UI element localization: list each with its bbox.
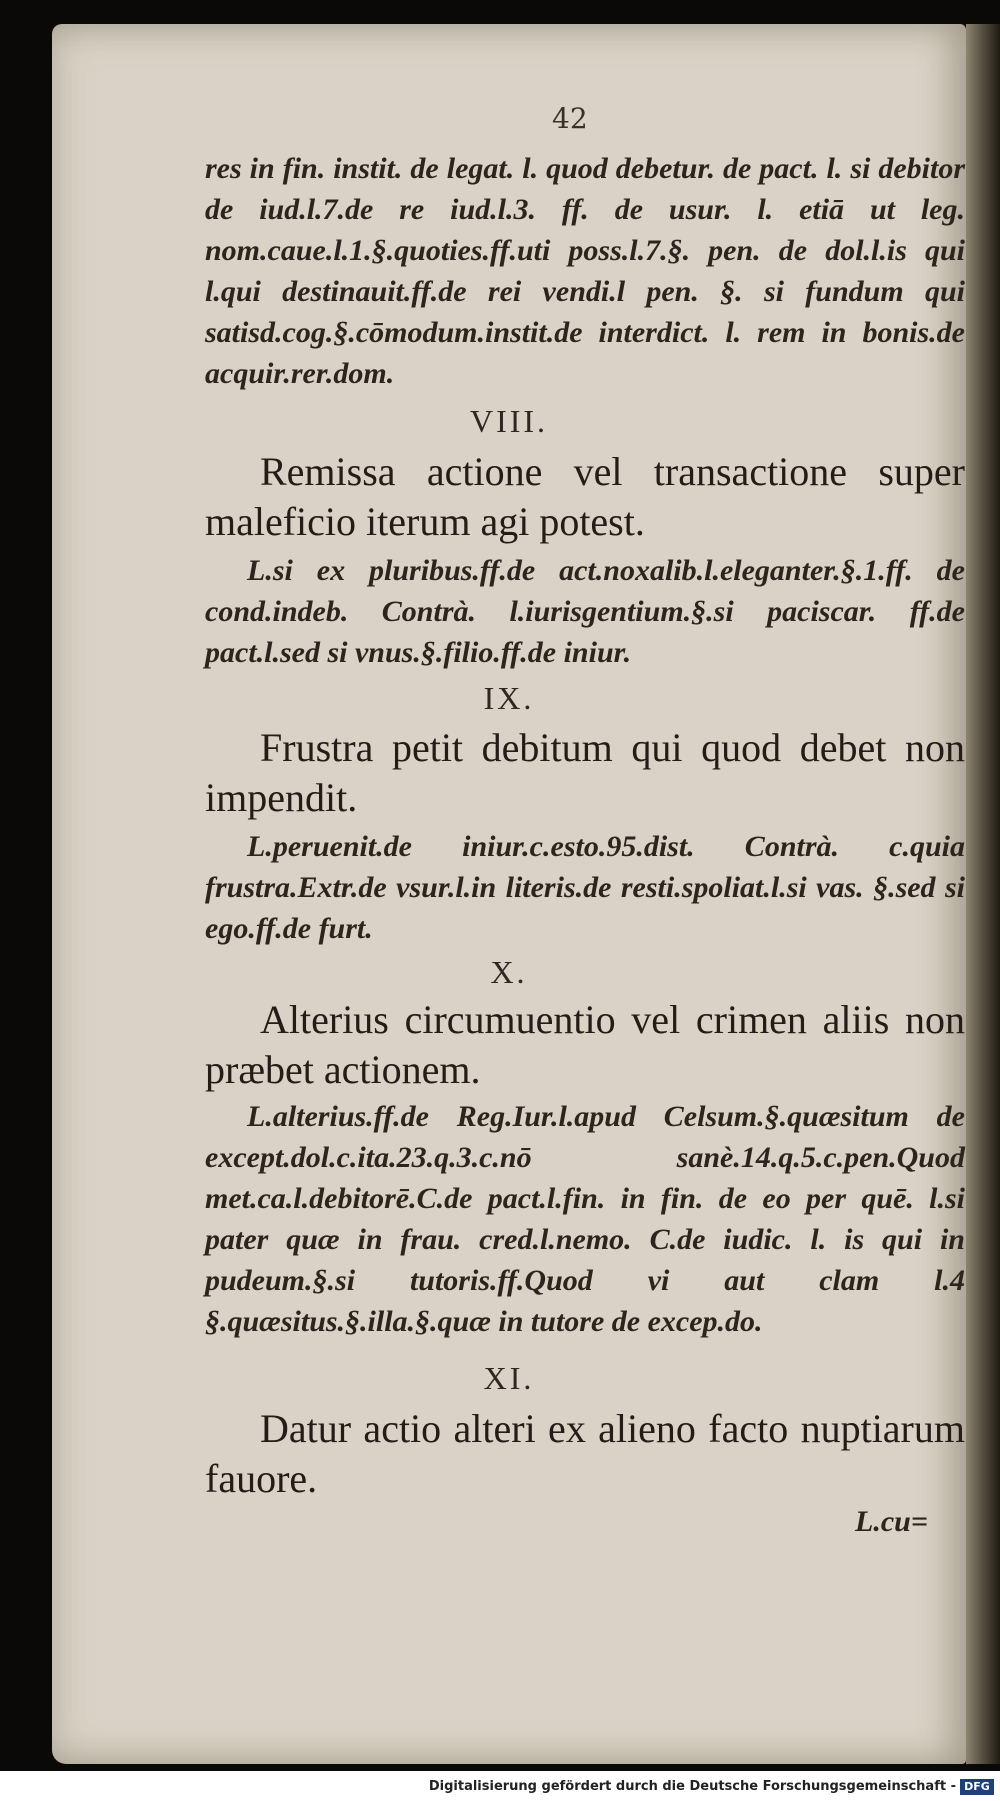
footer-credit: Digitalisierung gefördert durch die Deutsche Forschungsgemeinschaft - <box>428 1779 956 1794</box>
thesis-text: Datur actio alteri ex alieno facto nuptiarum fauore. <box>205 1406 965 1501</box>
citation-block: L.alterius.ff.de Reg.Iur.l.apud Celsum.§.quæsitum de except.dol.c.ita.23.q.3.c.nō sanè.14.q.5.c.pen.Quod met.ca.l.debitorē.C.de pact.l.fin. in fin. de eo per quē. l.si pater quæ in frau. cred.l.nemo. C.de iudic. l. is qui in pudeum.§.si tutoris.ff.Quod vi aut clam l.4 §.quæsitus.§.illa.§.quæ in tutore de excep.do. <box>205 1100 965 1338</box>
citation-block: res in fin. instit. de legat. l. quod debetur. de pact. l. si debitor de iud.l.7.de re iud.l.3. ff. de usur. l. etiā ut leg. nom.caue.l.1.§.quoties.ff.uti poss.l.7.§. pen. de dol.l.is qui l.qui destinauit.ff.de rei vendi.l pen. §. si fundum qui satisd.cog.§.cōmodum.instit.de interdict. l. rem in bonis.de acquir.rer.dom. <box>205 152 965 390</box>
citation-block: L.peruenit.de iniur.c.esto.95.dist. Contrà. c.quia frustra.Extr.de vsur.l.in literis.de resti.spoliat.l.si vas. §.sed si ego.ff.de furt. <box>205 830 965 945</box>
thesis-text: Remissa actione vel transactione super maleficio iterum agi potest. <box>205 449 965 544</box>
dfg-logo: DFG <box>960 1779 994 1795</box>
book-spine-edge <box>966 24 1000 1764</box>
thesis-text: Frustra petit debitum qui quod debet non impendit. <box>205 725 965 820</box>
thesis-number: XI. <box>483 1360 535 1396</box>
citation-block: L.si ex pluribus.ff.de act.noxalib.l.eleganter.§.1.ff. de cond.indeb. Contrà. l.iurisgentium.§.si paciscar. ff.de pact.l.sed si vnus.§.filio.ff.de iniur. <box>205 554 965 669</box>
thesis-text: Alterius circumuentio vel crimen aliis non præbet actionem. <box>205 997 965 1092</box>
page-number: 42 <box>552 102 588 135</box>
digitization-footer <box>0 1771 1000 1801</box>
thesis-number: X. <box>490 954 528 990</box>
catchword: L.cu= <box>855 1505 928 1538</box>
thesis-number: IX. <box>483 680 535 716</box>
thesis-number: VIII. <box>469 403 549 439</box>
